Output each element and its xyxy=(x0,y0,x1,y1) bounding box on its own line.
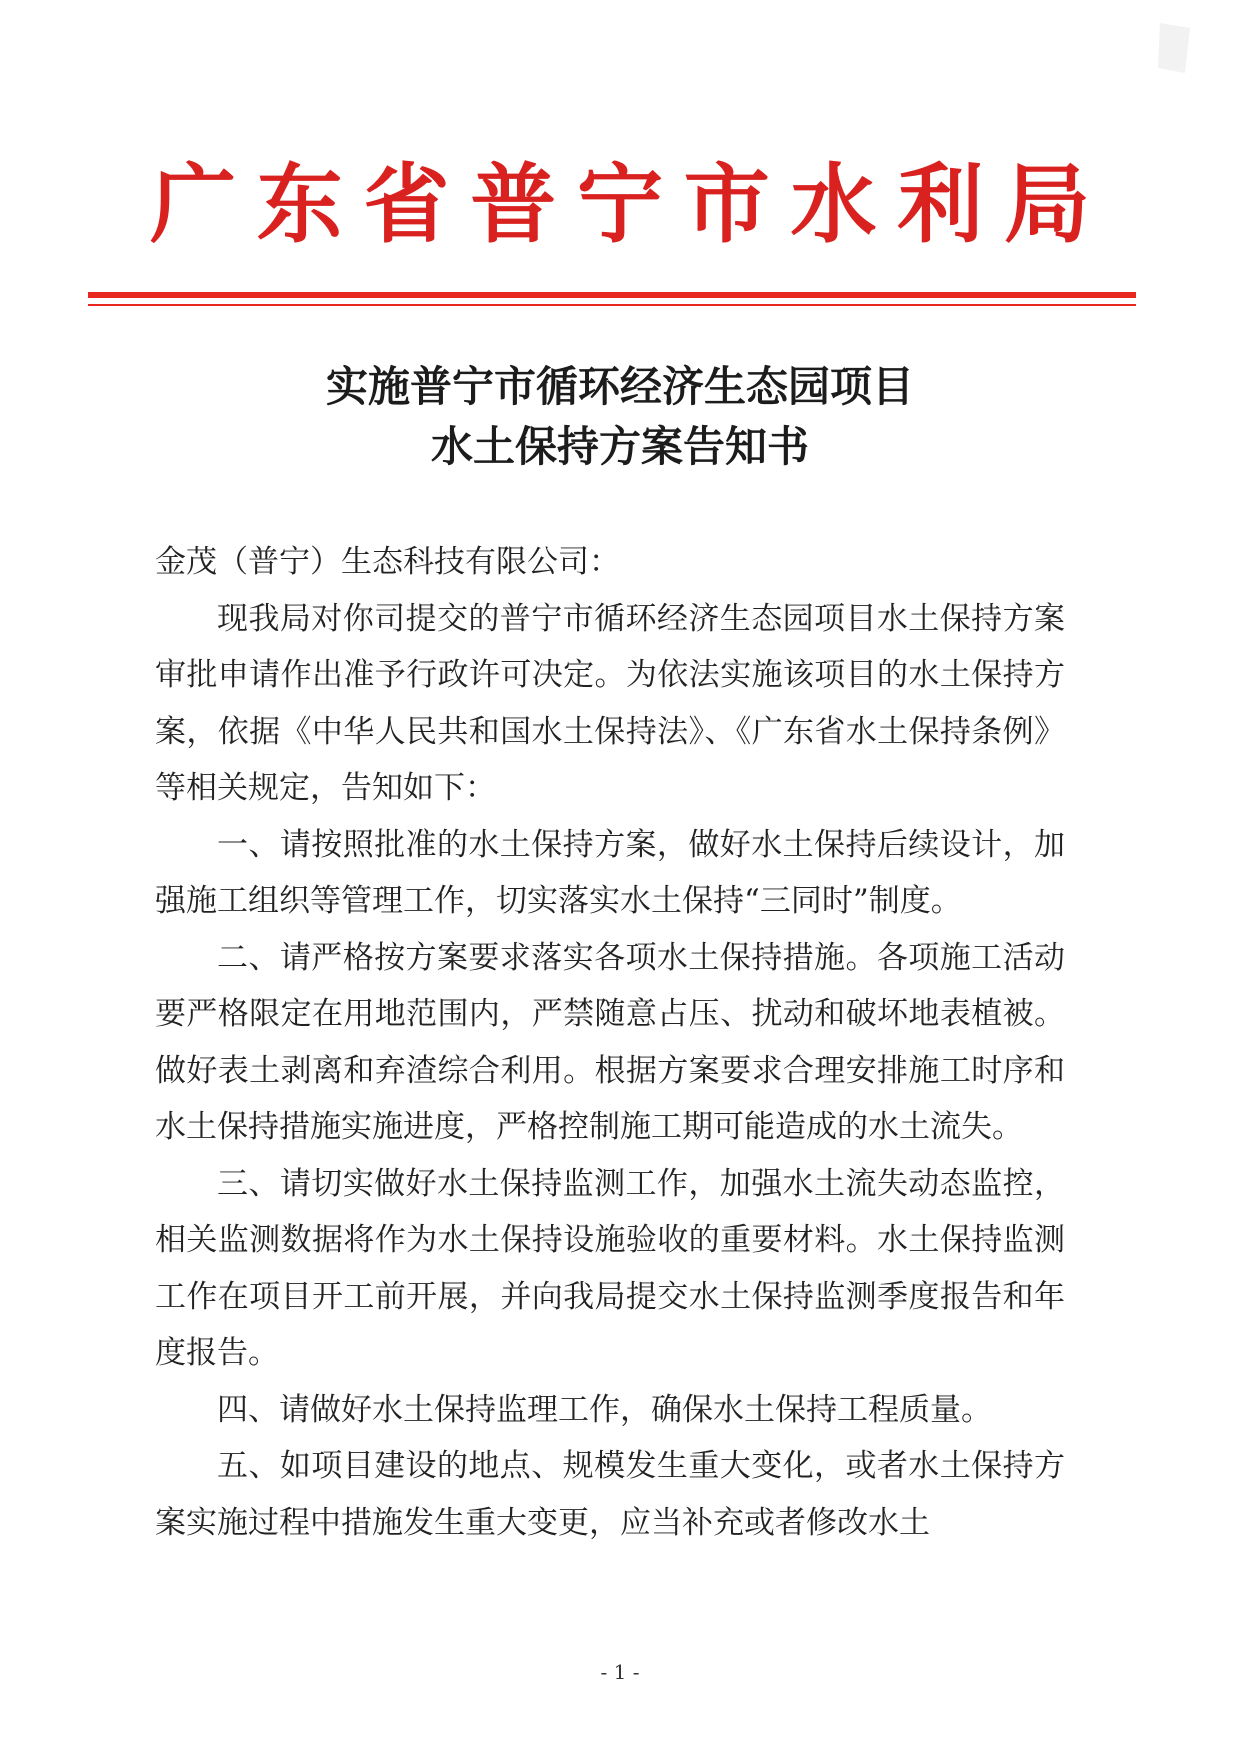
document-title-line-1: 实施普宁市循环经济生态园项目 xyxy=(325,362,914,411)
red-divider-thin xyxy=(88,304,1136,306)
body-paragraph-item-1: 一、请按照批准的水土保持方案，做好水土保持后续设计，加强施工组织等管理工作，切实落实水土保持“三同时”制度。 xyxy=(155,826,1065,919)
masthead-char: 局 xyxy=(1004,155,1090,255)
masthead-char: 利 xyxy=(897,155,984,255)
document-title-line-2: 水土保持方案告知书 xyxy=(430,422,809,471)
masthead-char: 省 xyxy=(363,155,450,255)
body-paragraph-item-5: 五、如项目建设的地点、规模发生重大变化，或者水土保持方案实施过程中措施发生重大变更，应当补充或者修改水土 xyxy=(155,1448,1065,1541)
masthead-char: 普 xyxy=(470,155,557,255)
agency-masthead xyxy=(150,150,1090,260)
corner-stamp-mark xyxy=(1150,18,1200,78)
document-body xyxy=(155,534,1065,1551)
masthead-char: 宁 xyxy=(577,155,663,255)
body-paragraph-intro: 现我局对你司提交的普宁市循环经济生态园项目水土保持方案审批申请作出准予行政许可决定。为依法实施该项目的水土保持方案，依据《中华人民共和国水土保持法》、《广东省水土保持条例》等相关规定，告知如下： xyxy=(155,600,1065,806)
masthead-char: 市 xyxy=(683,155,770,255)
red-divider-thick xyxy=(88,292,1136,298)
masthead-char: 水 xyxy=(790,155,877,255)
body-paragraph-item-4: 四、请做好水土保持监理工作，确保水土保持工程质量。 xyxy=(217,1391,992,1428)
masthead-char: 广 xyxy=(150,155,236,255)
page-number: - 1 - xyxy=(600,1660,640,1684)
body-paragraph-item-2: 二、请严格按方案要求落实各项水土保持措施。各项施工活动要严格限定在用地范围内，严禁随意占压、扰动和破坏地表植被。做好表土剥离和弃渣综合利用。根据方案要求合理安排施工时序和水土保持措施实施进度，严格控制施工期可能造成的水土流失。 xyxy=(155,939,1065,1145)
salutation: 金茂（普宁）生态科技有限公司： xyxy=(155,544,620,580)
masthead-char: 东 xyxy=(256,155,343,255)
body-paragraph-item-3: 三、请切实做好水土保持监测工作，加强水土流失动态监控，相关监测数据将作为水土保持设施验收的重要材料。水土保持监测工作在项目开工前开展，并向我局提交水土保持监测季度报告和年度报告。 xyxy=(155,1165,1065,1371)
